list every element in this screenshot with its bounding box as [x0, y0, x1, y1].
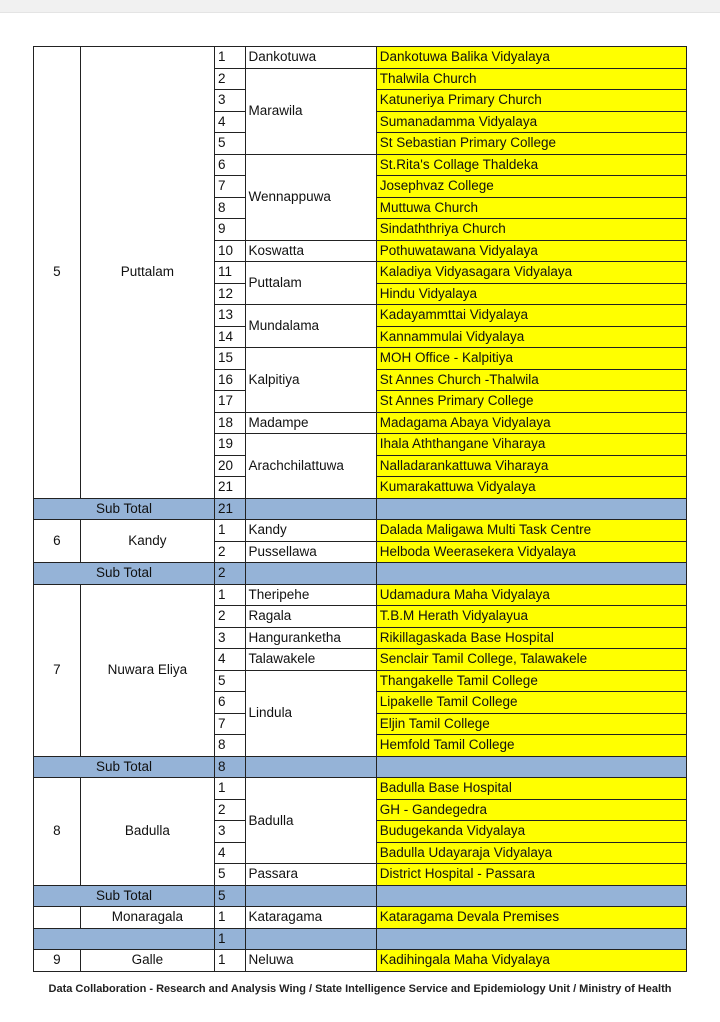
- centre-name: St.Rita's Collage Thaldeka: [376, 154, 686, 176]
- centre-name: T.B.M Herath Vidyalayua: [376, 606, 686, 628]
- centre-name: MOH Office - Kalpitiya: [376, 348, 686, 370]
- moh-area: Dankotuwa: [245, 47, 376, 69]
- centre-name: Senclair Tamil College, Talawakele: [376, 649, 686, 671]
- centre-name: Kannammulai Vidyalaya: [376, 326, 686, 348]
- centre-name: Sumanadamma Vidyalaya: [376, 111, 686, 133]
- district-name: Kandy: [80, 520, 214, 563]
- centre-name: Kaladiya Vidyasagara Vidyalaya: [376, 262, 686, 284]
- subtotal-label: Sub Total: [34, 563, 215, 585]
- centre-name: Helboda Weerasekera Vidyalaya: [376, 541, 686, 563]
- centre-name: Kadihingala Maha Vidyalaya: [376, 950, 686, 972]
- centre-name: Pothuwatawana Vidyalaya: [376, 240, 686, 262]
- row-index: 20: [215, 455, 246, 477]
- row-index: 1: [215, 907, 246, 929]
- centre-name: Muttuwa Church: [376, 197, 686, 219]
- row-index: 11: [215, 262, 246, 284]
- row-index: 1: [215, 520, 246, 542]
- centre-name: Hindu Vidyalaya: [376, 283, 686, 305]
- moh-area: Arachchilattuwa: [245, 434, 376, 499]
- row-index: 4: [215, 111, 246, 133]
- centre-name: Hemfold Tamil College: [376, 735, 686, 757]
- row-index: 3: [215, 627, 246, 649]
- centre-name: District Hospital - Passara: [376, 864, 686, 886]
- moh-area: Talawakele: [245, 649, 376, 671]
- district-number: 5: [34, 47, 81, 499]
- subtotal-row: [34, 885, 687, 907]
- centre-name: GH - Gandegedra: [376, 799, 686, 821]
- centre-name: Budugekanda Vidyalaya: [376, 821, 686, 843]
- moh-area: Wennappuwa: [245, 154, 376, 240]
- row-index: 6: [215, 692, 246, 714]
- centre-name: Kadayammttai Vidyalaya: [376, 305, 686, 327]
- table-row: [34, 584, 687, 606]
- row-index: 8: [215, 197, 246, 219]
- subtotal-blank: [245, 563, 376, 585]
- district-number: 7: [34, 584, 81, 756]
- row-index: 7: [215, 176, 246, 198]
- row-index: 1: [215, 778, 246, 800]
- centre-name: Badulla Base Hospital: [376, 778, 686, 800]
- subtotal-blank: [376, 928, 686, 950]
- row-index: 1: [215, 47, 246, 69]
- moh-area: Hanguranketha: [245, 627, 376, 649]
- table-body: [34, 47, 687, 972]
- centre-name: Dankotuwa Balika Vidyalaya: [376, 47, 686, 69]
- district-name: Galle: [80, 950, 214, 972]
- centre-name: St Sebastian Primary College: [376, 133, 686, 155]
- centre-name: Eljin Tamil College: [376, 713, 686, 735]
- row-index: 3: [215, 90, 246, 112]
- row-index: 4: [215, 649, 246, 671]
- row-index: 14: [215, 326, 246, 348]
- table-row: [34, 520, 687, 542]
- centre-name: Katuneriya Primary Church: [376, 90, 686, 112]
- table-row: [34, 950, 687, 972]
- centre-name: Kumarakattuwa Vidyalaya: [376, 477, 686, 499]
- row-index: 17: [215, 391, 246, 413]
- subtotal-value: 21: [215, 498, 246, 520]
- centre-name: Sindaththriya Church: [376, 219, 686, 241]
- district-name: Badulla: [80, 778, 214, 886]
- moh-area: Ragala: [245, 606, 376, 628]
- subtotal-row: [34, 928, 687, 950]
- centre-name: Dalada Maligawa Multi Task Centre: [376, 520, 686, 542]
- district-name: Monaragala: [80, 907, 214, 929]
- moh-area: Madampe: [245, 412, 376, 434]
- moh-area: Marawila: [245, 68, 376, 154]
- subtotal-blank: [245, 885, 376, 907]
- row-index: 10: [215, 240, 246, 262]
- row-index: 2: [215, 68, 246, 90]
- row-index: 13: [215, 305, 246, 327]
- district-name: Puttalam: [80, 47, 214, 499]
- moh-area: Lindula: [245, 670, 376, 756]
- district-number: 8: [34, 778, 81, 886]
- centre-name: Madagama Abaya Vidyalaya: [376, 412, 686, 434]
- table-row: [34, 907, 687, 929]
- subtotal-value: 1: [215, 928, 246, 950]
- subtotal-row: [34, 756, 687, 778]
- moh-area: Kalpitiya: [245, 348, 376, 413]
- centre-name: Udamadura Maha Vidyalaya: [376, 584, 686, 606]
- moh-area: Koswatta: [245, 240, 376, 262]
- subtotal-blank: [376, 498, 686, 520]
- row-index: 2: [215, 799, 246, 821]
- table-row: [34, 47, 687, 69]
- centre-name: Lipakelle Tamil College: [376, 692, 686, 714]
- row-index: 2: [215, 606, 246, 628]
- row-index: 5: [215, 864, 246, 886]
- subtotal-label: Sub Total: [34, 885, 215, 907]
- row-index: 16: [215, 369, 246, 391]
- subtotal-blank: [245, 498, 376, 520]
- table-row: [34, 778, 687, 800]
- moh-area: Badulla: [245, 778, 376, 864]
- row-index: 4: [215, 842, 246, 864]
- row-index: 3: [215, 821, 246, 843]
- row-index: 1: [215, 950, 246, 972]
- moh-area: Passara: [245, 864, 376, 886]
- district-number: [34, 907, 81, 929]
- moh-area: Puttalam: [245, 262, 376, 305]
- row-index: 2: [215, 541, 246, 563]
- subtotal-label: Sub Total: [34, 756, 215, 778]
- centre-name: Rikillagaskada Base Hospital: [376, 627, 686, 649]
- row-index: 6: [215, 154, 246, 176]
- centre-name: St Annes Primary College: [376, 391, 686, 413]
- subtotal-label: [34, 928, 215, 950]
- centre-name: Ihala Aththangane Viharaya: [376, 434, 686, 456]
- centre-name: Thalwila Church: [376, 68, 686, 90]
- moh-area: Neluwa: [245, 950, 376, 972]
- row-index: 21: [215, 477, 246, 499]
- moh-area: Kandy: [245, 520, 376, 542]
- district-number: 6: [34, 520, 81, 563]
- moh-area: Pussellawa: [245, 541, 376, 563]
- district-number: 9: [34, 950, 81, 972]
- row-index: 7: [215, 713, 246, 735]
- row-index: 5: [215, 133, 246, 155]
- row-index: 15: [215, 348, 246, 370]
- subtotal-blank: [376, 756, 686, 778]
- row-index: 1: [215, 584, 246, 606]
- subtotal-row: [34, 563, 687, 585]
- subtotal-blank: [245, 928, 376, 950]
- district-name: Nuwara Eliya: [80, 584, 214, 756]
- row-index: 12: [215, 283, 246, 305]
- row-index: 18: [215, 412, 246, 434]
- centre-name: Josephvaz College: [376, 176, 686, 198]
- footer-credit: Data Collaboration - Research and Analysis Wing / State Intelligence Service and Epidemiology Unit / Ministry of Health: [48, 983, 672, 995]
- centre-name: Kataragama Devala Premises: [376, 907, 686, 929]
- centre-name: St Annes Church -Thalwila: [376, 369, 686, 391]
- row-index: 5: [215, 670, 246, 692]
- subtotal-label: Sub Total: [34, 498, 215, 520]
- subtotal-blank: [376, 885, 686, 907]
- subtotal-value: 5: [215, 885, 246, 907]
- centre-name: Nalladarankattuwa Viharaya: [376, 455, 686, 477]
- row-index: 9: [215, 219, 246, 241]
- subtotal-row: [34, 498, 687, 520]
- row-index: 8: [215, 735, 246, 757]
- subtotal-value: 8: [215, 756, 246, 778]
- row-index: 19: [215, 434, 246, 456]
- moh-area: Mundalama: [245, 305, 376, 348]
- vaccination-centres-table: [33, 46, 687, 972]
- subtotal-value: 2: [215, 563, 246, 585]
- moh-area: Theripehe: [245, 584, 376, 606]
- subtotal-blank: [245, 756, 376, 778]
- centre-name: Thangakelle Tamil College: [376, 670, 686, 692]
- subtotal-blank: [376, 563, 686, 585]
- moh-area: Kataragama: [245, 907, 376, 929]
- top-strip: [0, 0, 720, 13]
- centre-name: Badulla Udayaraja Vidyalaya: [376, 842, 686, 864]
